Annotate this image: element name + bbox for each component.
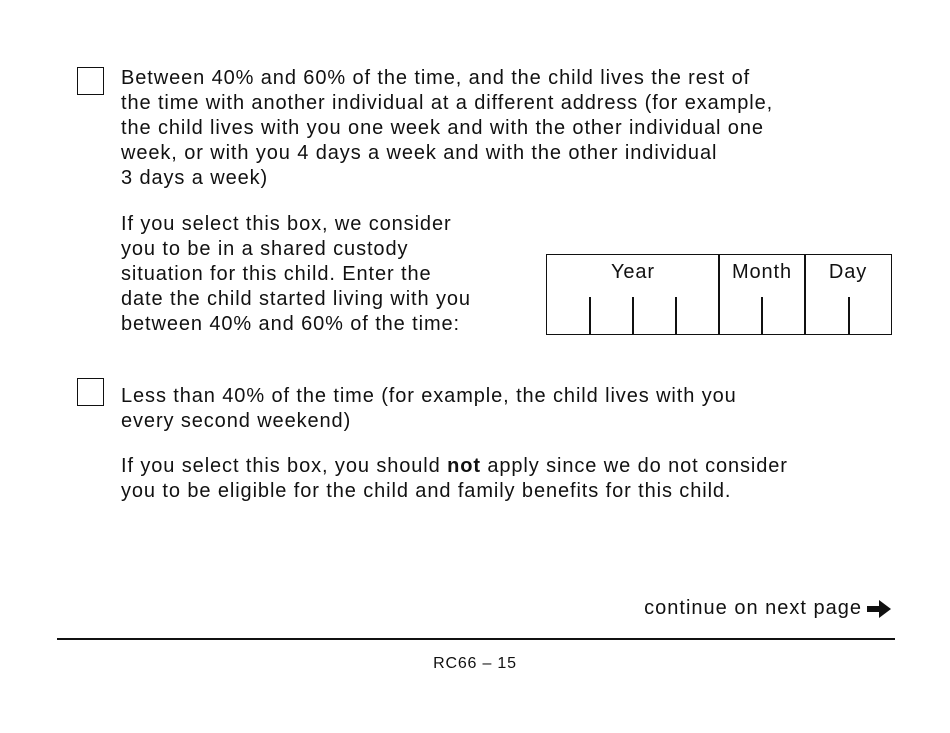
month-label: Month <box>731 261 793 283</box>
page-number: RC66 – 15 <box>433 655 517 672</box>
shared-custody-checkbox[interactable] <box>77 67 104 95</box>
continue-label: continue on next page <box>644 597 862 619</box>
year-digit-cell[interactable] <box>590 297 632 334</box>
arrow-right-icon <box>866 598 892 620</box>
month-digit-cell[interactable] <box>762 297 804 334</box>
less-than-40-option-text: Less than 40% of the time (for example, the child lives with you every second weekend) <box>121 385 737 432</box>
month-digit-cell[interactable] <box>719 297 761 334</box>
day-digit-cell[interactable] <box>805 297 848 334</box>
note-text-start: If you select this box, you should <box>121 455 448 477</box>
less-than-40-checkbox[interactable] <box>77 378 104 406</box>
shared-custody-option-text: Between 40% and 60% of the time, and the child lives the rest of the time with another individual at a different address (for example, the child lives with you one week and with the other individual one week, or with you 4 days a week and with the other individual 3 days a week) <box>121 67 774 189</box>
day-digit-cell[interactable] <box>849 297 891 334</box>
note-emphasis: not <box>447 455 481 477</box>
shared-custody-note: If you select this box, we consider you to be in a shared custody situation for this child. Enter the date the child started living with you between 40% and 60% of the time: <box>121 213 471 335</box>
year-label: Year <box>610 261 655 283</box>
year-digit-cell[interactable] <box>676 297 718 334</box>
note-text-end: apply since we do not consider you to be eligible for the child and family benefits for this child. <box>121 455 788 502</box>
year-digit-cell[interactable] <box>633 297 675 334</box>
year-digit-cell[interactable] <box>547 297 589 334</box>
less-than-40-note <box>121 454 921 504</box>
day-label: Day <box>828 261 868 283</box>
footer-divider <box>57 638 895 640</box>
custody-start-date-grid <box>546 254 892 335</box>
continue-on-next-page <box>644 597 892 620</box>
